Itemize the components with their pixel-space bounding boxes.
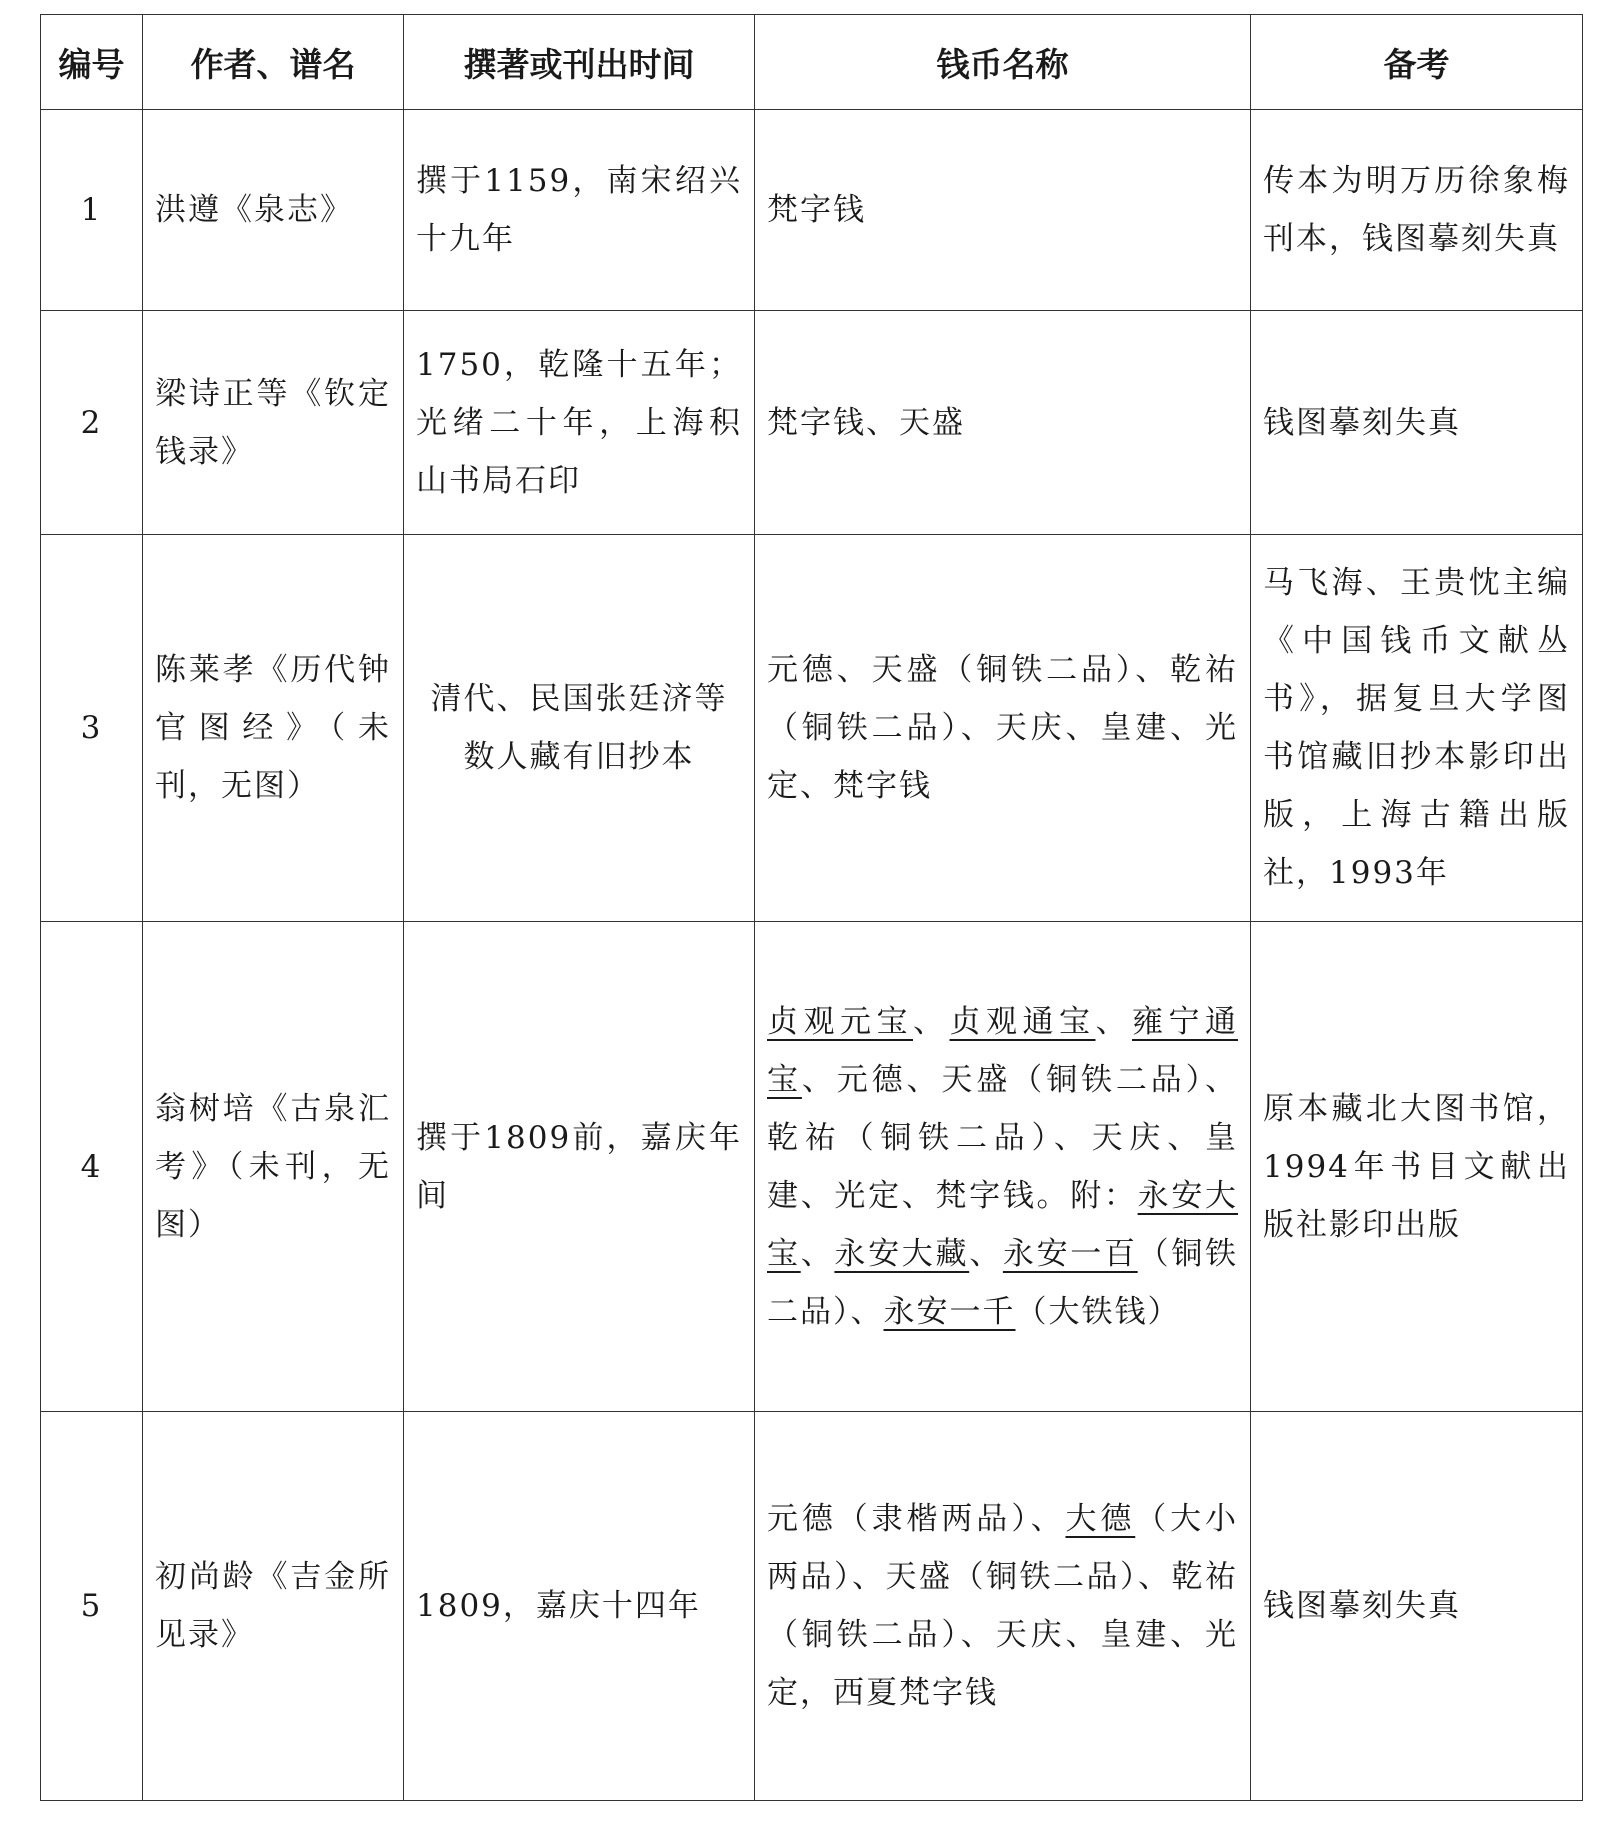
header-row bbox=[41, 15, 1583, 110]
row-coins bbox=[755, 311, 1251, 535]
header-notes: 备考 bbox=[1251, 15, 1583, 110]
table-row bbox=[41, 1412, 1583, 1801]
table-row bbox=[41, 535, 1583, 922]
row-time: 撰于1159，南宋绍兴十九年 bbox=[404, 110, 755, 311]
row-author: 洪遵《泉志》 bbox=[143, 110, 404, 311]
underlined-coin-name: 贞观元宝 bbox=[767, 1003, 913, 1040]
row-number: 3 bbox=[41, 535, 143, 922]
row-note: 钱图摹刻失真 bbox=[1251, 1412, 1583, 1801]
underlined-coin-name: 雍宁通宝 bbox=[767, 1003, 1238, 1098]
row-note: 传本为明万历徐象梅刊本，钱图摹刻失真 bbox=[1251, 110, 1583, 311]
row-time bbox=[404, 535, 755, 922]
row-number: 4 bbox=[41, 922, 143, 1412]
row-coins bbox=[755, 922, 1251, 1412]
coin-text: 、 bbox=[800, 1235, 835, 1272]
header-time: 撰著或刊出时间 bbox=[404, 15, 755, 110]
coin-text: 、元德、天盛（铜铁二品）、乾祐（铜铁二品）、天庆、皇建、光定、梵字钱。附： bbox=[767, 1061, 1239, 1214]
underlined-coin-name: 永安大藏 bbox=[834, 1235, 970, 1272]
row-coins bbox=[755, 535, 1251, 922]
table-row bbox=[41, 110, 1583, 311]
coin-text: 、 bbox=[969, 1235, 1003, 1272]
underlined-coin-name: 大德 bbox=[1065, 1501, 1136, 1537]
row-author: 翁树培《古泉汇考》（未刊，无图） bbox=[143, 922, 404, 1412]
row-time: 撰于1809前，嘉庆年间 bbox=[404, 922, 755, 1412]
header-number: 编号 bbox=[41, 15, 143, 110]
coin-text: 、 bbox=[1095, 1003, 1132, 1040]
coin-text: （铜铁二品）、 bbox=[767, 1235, 1239, 1330]
row-time-text: 清代、民国张廷济等数人藏有旧抄本 bbox=[430, 681, 728, 775]
coin-text: 、 bbox=[913, 1003, 950, 1040]
underlined-coin-name: 永安一百 bbox=[1002, 1235, 1138, 1272]
row-author: 梁诗正等《钦定钱录》 bbox=[143, 311, 404, 535]
coin-text: 梵字钱 bbox=[767, 192, 866, 228]
row-author: 初尚龄《吉金所见录》 bbox=[143, 1412, 404, 1801]
table-row bbox=[41, 311, 1583, 535]
underlined-coin-name: 永安一千 bbox=[883, 1293, 1016, 1330]
row-number: 1 bbox=[41, 110, 143, 311]
row-time: 1750，乾隆十五年；光绪二十年，上海积山书局石印 bbox=[404, 311, 755, 535]
coin-text: 梵字钱、天盛 bbox=[767, 404, 965, 441]
underlined-coin-name: 永安大宝 bbox=[767, 1177, 1239, 1272]
row-time: 1809，嘉庆十四年 bbox=[404, 1412, 755, 1801]
underlined-coin-name: 贞观通宝 bbox=[949, 1003, 1096, 1040]
row-number: 2 bbox=[41, 311, 143, 535]
coin-text: （大小两品）、天盛（铜铁二品）、乾祐（铜铁二品）、天庆、皇建、光定，西夏梵字钱 bbox=[767, 1501, 1239, 1711]
header-author: 作者、谱名 bbox=[143, 15, 404, 110]
row-note: 马飞海、王贵忱主编《中国钱币文献丛书》，据复旦大学图书馆藏旧抄本影印出版，上海古籍出版社，1993年 bbox=[1251, 535, 1583, 922]
row-coins bbox=[755, 1412, 1251, 1801]
coin-text: （大铁钱） bbox=[1015, 1293, 1181, 1330]
row-note: 钱图摹刻失真 bbox=[1251, 311, 1583, 535]
header-coins: 钱币名称 bbox=[755, 15, 1251, 110]
coin-text: 元德、天盛（铜铁二品）、乾祐（铜铁二品）、天庆、皇建、光定、梵字钱 bbox=[767, 652, 1238, 804]
row-author: 陈莱孝《历代钟官图经》（未刊，无图） bbox=[143, 535, 404, 922]
row-coins bbox=[755, 110, 1251, 311]
row-number: 5 bbox=[41, 1412, 143, 1801]
row-note: 原本藏北大图书馆，1994年书目文献出版社影印出版 bbox=[1251, 922, 1583, 1412]
coin-catalog-table bbox=[40, 14, 1583, 1801]
coin-text: 元德（隶楷两品）、 bbox=[767, 1501, 1066, 1537]
table-row bbox=[41, 922, 1583, 1412]
